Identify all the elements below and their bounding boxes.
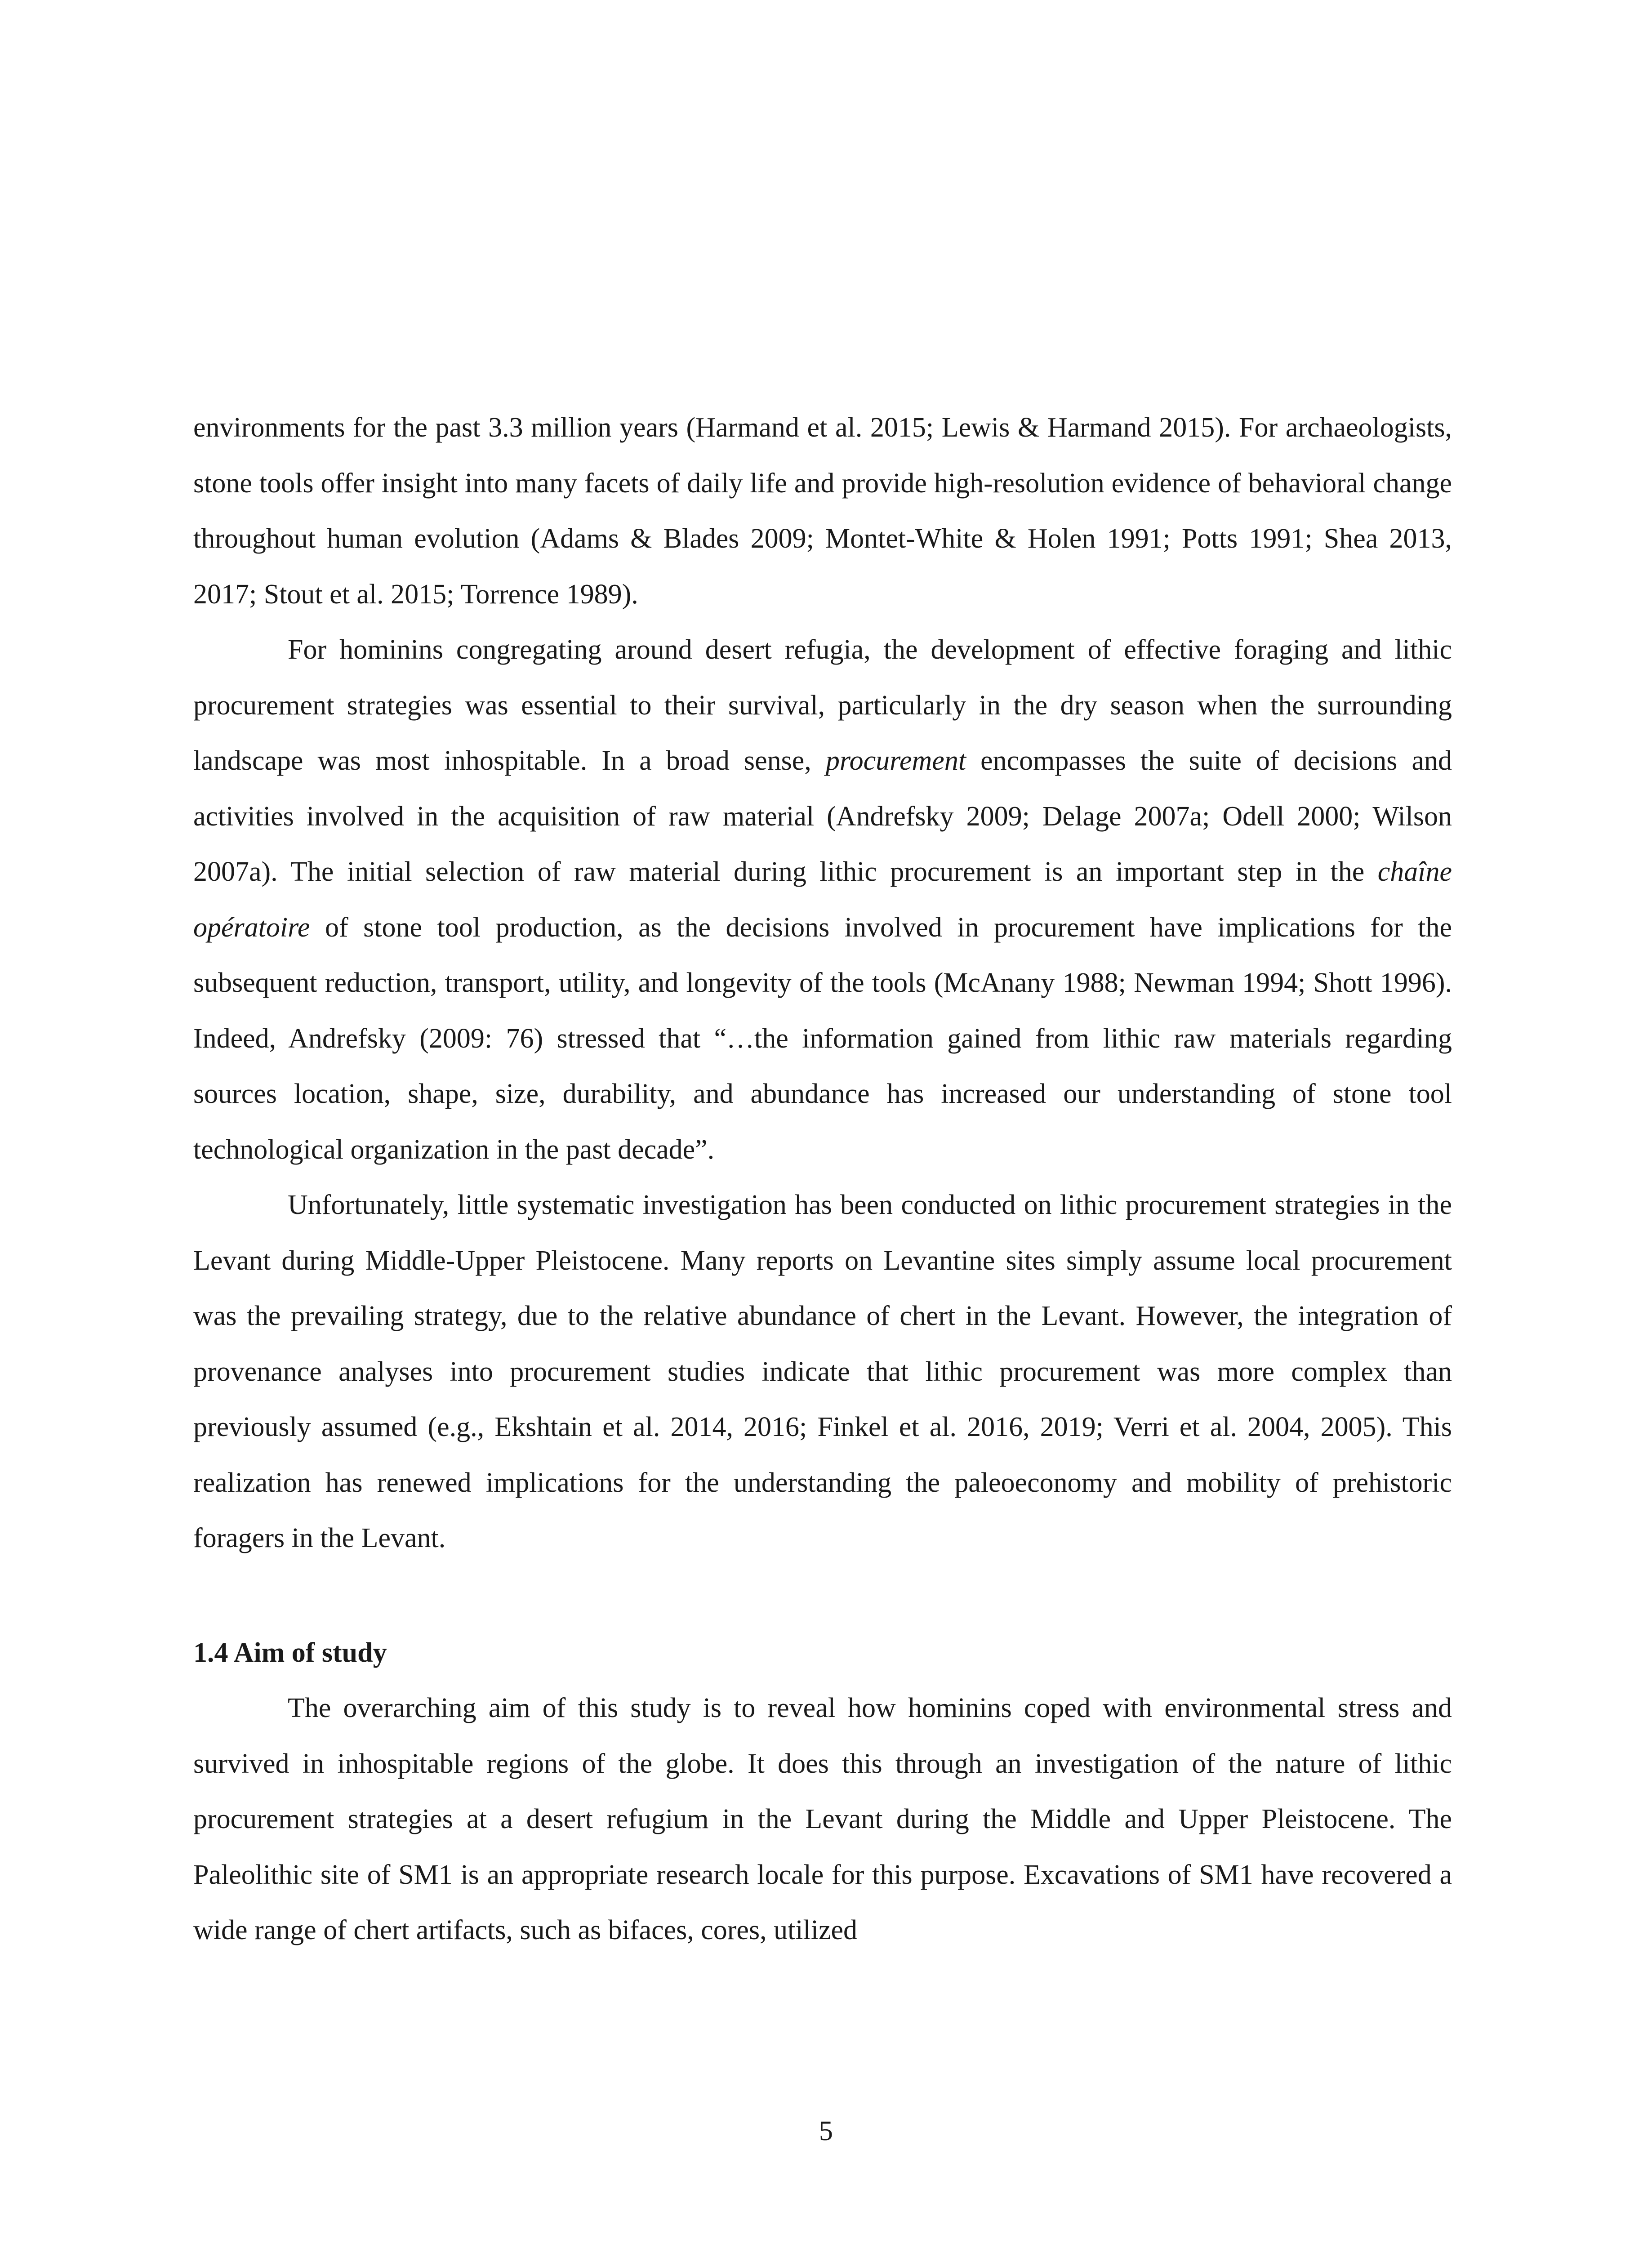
paragraph-2-part-c: of stone tool production, as the decisions involved in procurement have implications for the subsequent reduction, transport, utility, and longevity of the tools (McAnany 1988; Newman 1994; Shott 1996). Indeed, Andrefsky (2009: 76) stressed that “…the information gained from lithic raw materials regarding sources location, shape, size, durability, and abundance has increased our understanding of stone tool technological organization in the past decade”.	[193, 912, 1452, 1165]
page-number: 5	[819, 2116, 833, 2146]
paragraph-1: environments for the past 3.3 million years (Harmand et al. 2015; Lewis & Harmand 2015). For archaeologists, stone tools offer insight into many facets of daily life and provide high-resolution evidence of behavioral change throughout human evolution (Adams & Blades 2009; Montet-White & Holen 1991; Potts 1991; Shea 2013, 2017; Stout et al. 2015; Torrence 1989).	[193, 412, 1452, 610]
section-heading: 1.4 Aim of study	[193, 1637, 387, 1668]
term-chaine-operatoire: chaîne opératoire	[193, 856, 1452, 943]
term-procurement: procurement	[825, 745, 966, 776]
paragraph-2-part-b: encompasses the suite of decisions and activities involved in the acquisition of raw material (Andrefsky 2009; Delage 2007a; Odell 2000; Wilson 2007a). The initial selection of raw material during lithic procurement is an important step in the	[193, 745, 1452, 887]
paragraph-2-part-a: For hominins congregating around desert refugia, the development of effective foraging and lithic procurement strategies was essential to their survival, particularly in the dry season when the surrounding landscape was most inhospitable. In a broad sense,	[193, 634, 1452, 776]
paragraph-2	[193, 622, 1452, 1178]
paragraph-3: Unfortunately, little systematic investigation has been conducted on lithic procurement strategies in the Levant during Middle-Upper Pleistocene. Many reports on Levantine sites simply assume local procurement was the prevailing strategy, due to the relative abundance of chert in the Levant. However, the integration of provenance analyses into procurement studies indicate that lithic procurement was more complex than previously assumed (e.g., Ekshtain et al. 2014, 2016; Finkel et al. 2016, 2019; Verri et al. 2004, 2005). This realization has renewed implications for the understanding the paleoeconomy and mobility of prehistoric foragers in the Levant.	[193, 1190, 1452, 1553]
page-body	[193, 400, 1452, 1958]
paragraph-4: The overarching aim of this study is to reveal how hominins coped with environmental stress and survived in inhospitable regions of the globe. It does this through an investigation of the nature of lithic procurement strategies at a desert refugium in the Levant during the Middle and Upper Pleistocene. The Paleolithic site of SM1 is an appropriate research locale for this purpose. Excavations of SM1 have recovered a wide range of chert artifacts, such as bifaces, cores, utilized	[193, 1693, 1452, 1945]
